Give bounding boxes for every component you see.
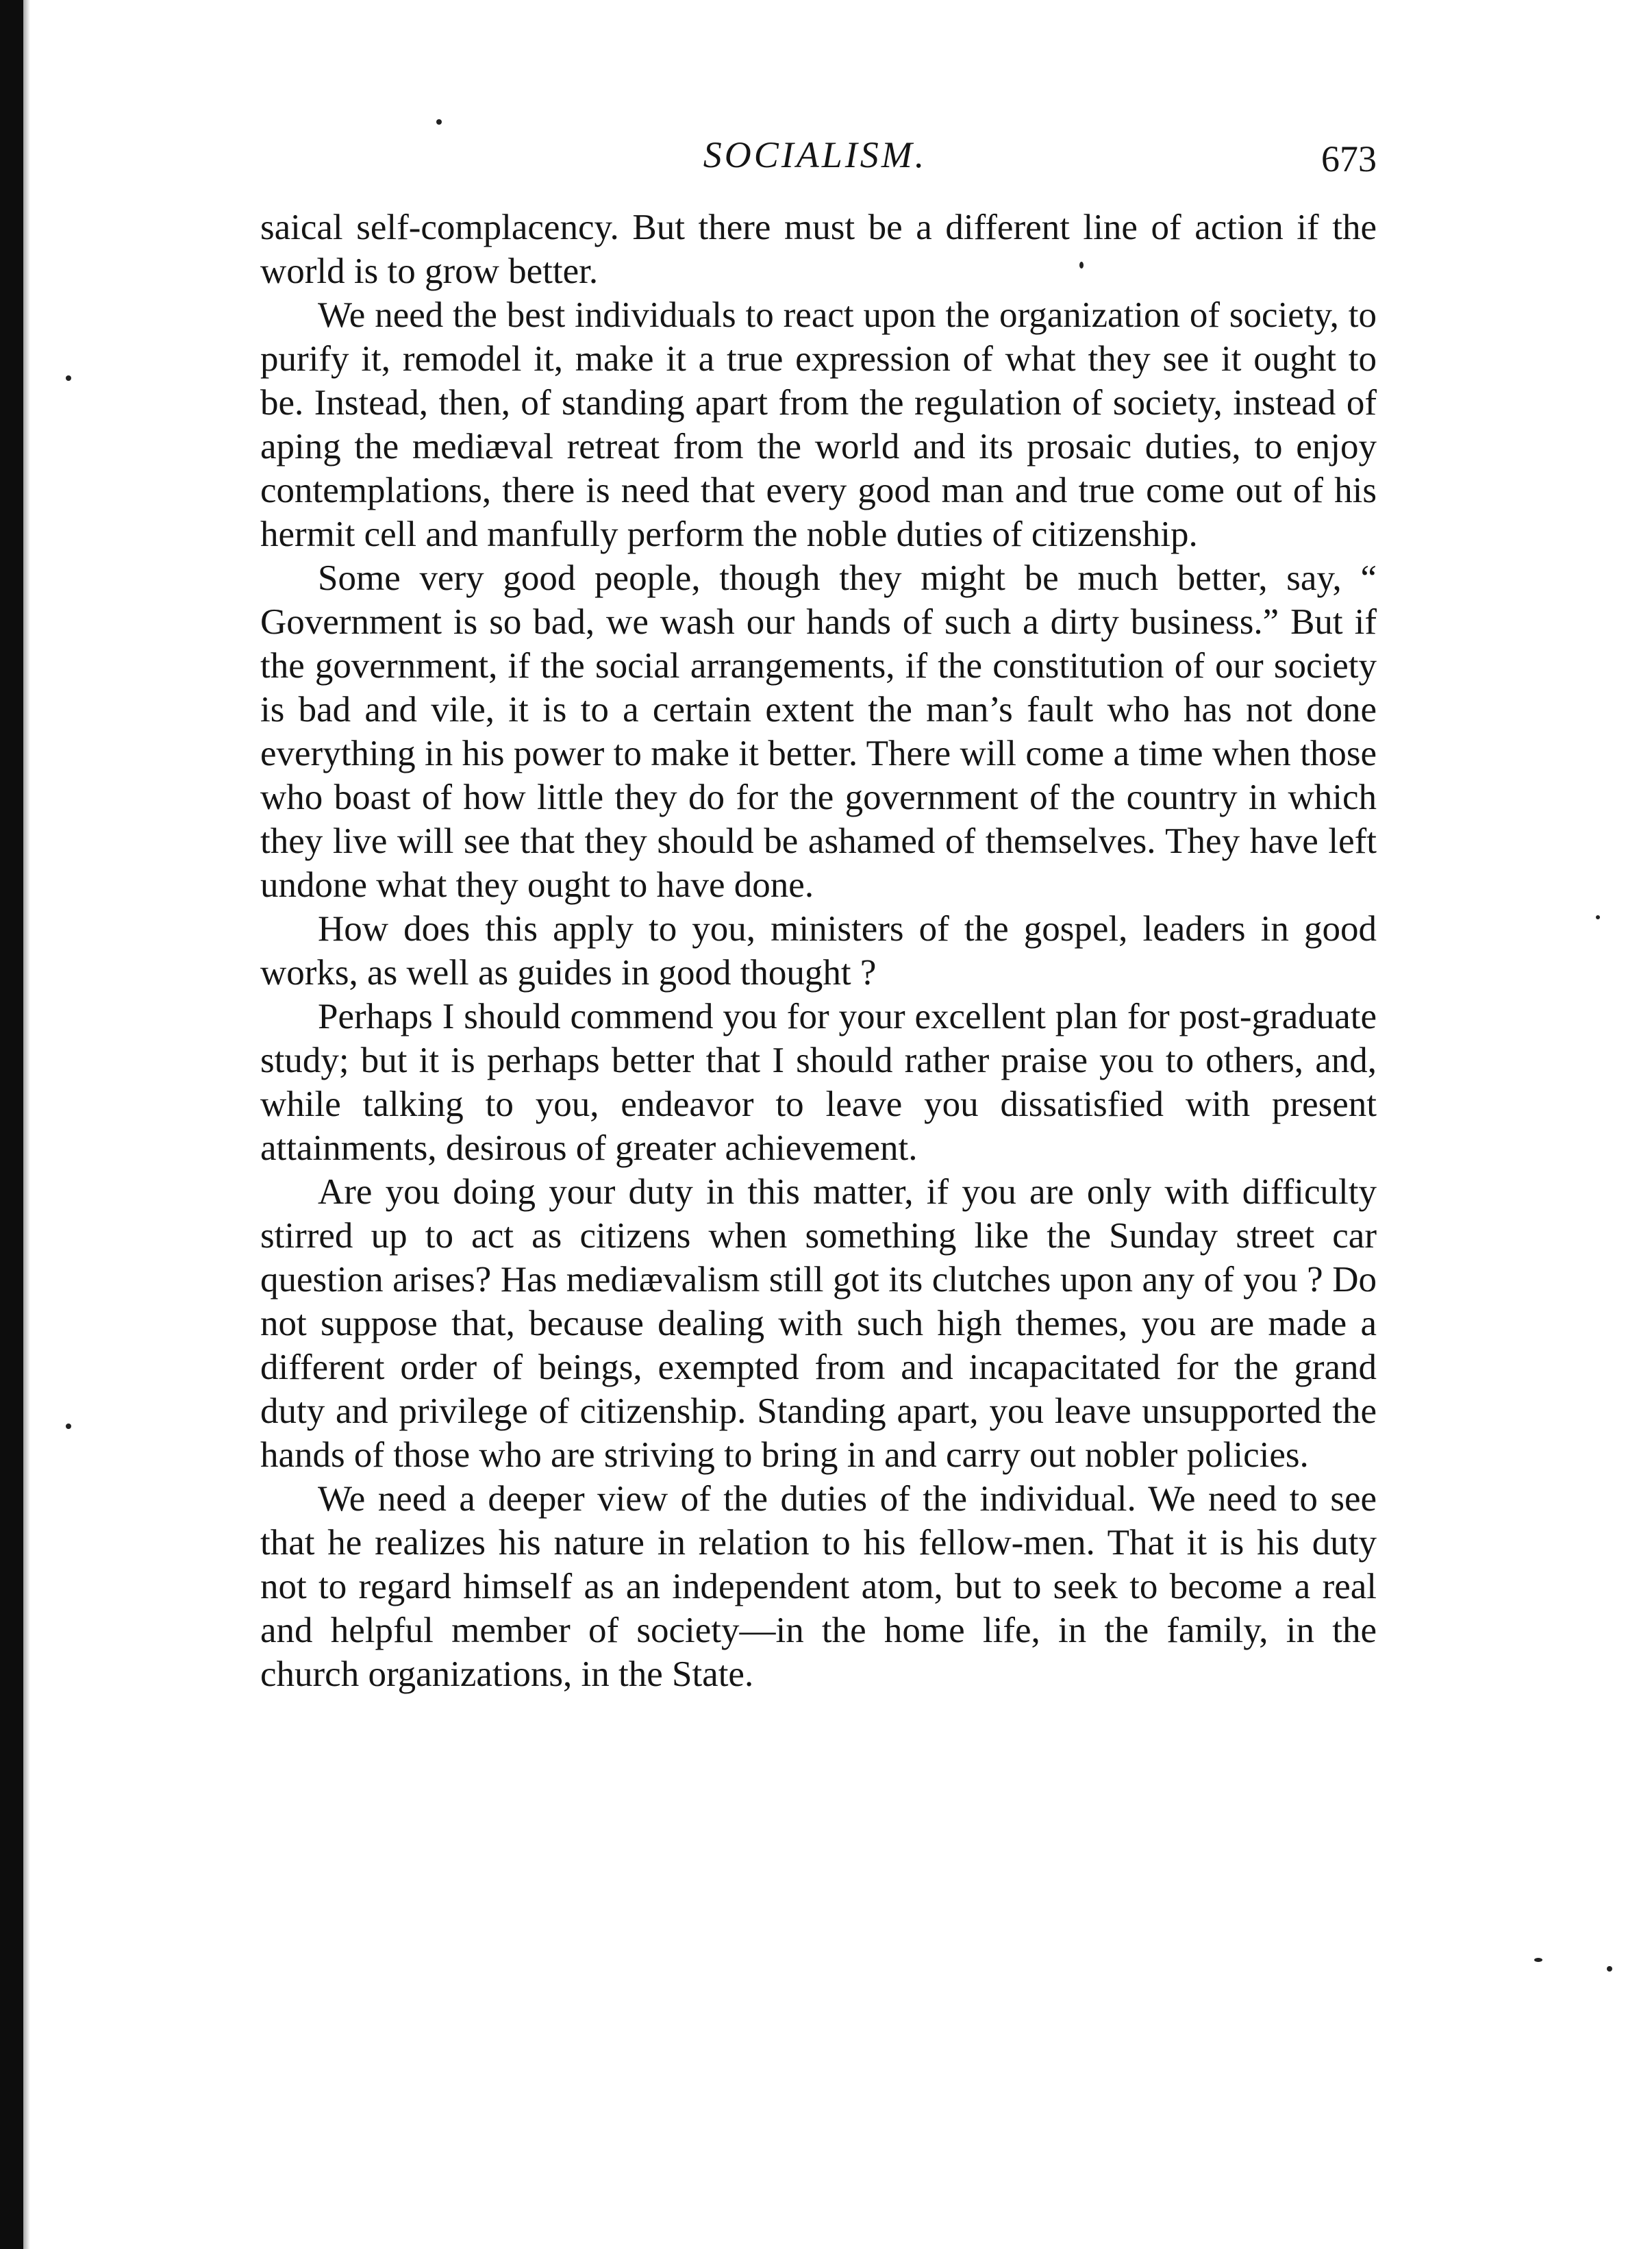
print-speck (66, 1424, 71, 1429)
print-speck (1607, 1966, 1612, 1972)
print-speck (436, 119, 442, 125)
paragraph: How does this apply to you, ministers of the gospel, leaders in good works, as well as guides in good thought ? (260, 909, 1377, 993)
print-speck (1596, 915, 1600, 919)
paragraph: saical self-complacency. But there must be a different line of action if the world is to grow better. (260, 208, 1377, 291)
paragraph: Perhaps I should commend you for your excellent plan for post-graduate study; but it is perhaps better that I should rather praise you to others, and, while talking to you, endeavor to leave you dissatisfied with present attainments, desirous of greater achievement. (260, 997, 1377, 1168)
paragraph: Some very good people, though they might be much better, say, “ Government is so bad, we wash our hands of such a dirty business.” But if the government, if the social arrangements, if the constitution of our society is bad and vile, it is to a certain extent the man’s fault who has not done everything in his power to make it better. There will come a time when those who boast of how little they do for the government of the country in which they live will see that they should be ashamed of themselves. They have left undone what they ought to have done. (260, 558, 1377, 905)
page-number: 673 (1321, 138, 1377, 179)
running-head: SOCIALISM. (703, 134, 927, 175)
paragraph: Are you doing your duty in this matter, if you are only with difficulty stirred up to act as citizens when something like the Sunday street car question arises? Has mediævalism still got its clutches upon any of you ? Do not suppose that, because dealing with such high themes, you are made a different order of beings, exempted from and incapacitated for the grand duty and privilege of citizenship. Standing apart, you leave unsupported the hands of those who are striving to bring in and carry out nobler policies. (260, 1172, 1377, 1475)
page-header (253, 127, 1377, 189)
paragraph: We need the best individuals to react upon the organization of society, to purify it, remodel it, make it a true expression of what they see it ought to be. Instead, then, of standing apart from the regulation of society, instead of aping the mediæval retreat from the world and its prosaic duties, to enjoy contemplations, there is need that every good man and true come out of his hermit cell and manfully perform the noble duties of citizenship. (260, 295, 1377, 554)
print-speck (66, 375, 71, 381)
print-speck (1534, 1958, 1542, 1962)
paragraph: We need a deeper view of the duties of the individual. We need to see that he realizes his nature in relation to his fellow-men. That it is his duty not to regard himself as an independent atom, but to seek to become a real and helpful member of society—in the home life, in the family, in the church organizations, in the State. (260, 1479, 1377, 1694)
binding-edge (0, 0, 23, 2249)
body-text (260, 206, 1377, 1696)
